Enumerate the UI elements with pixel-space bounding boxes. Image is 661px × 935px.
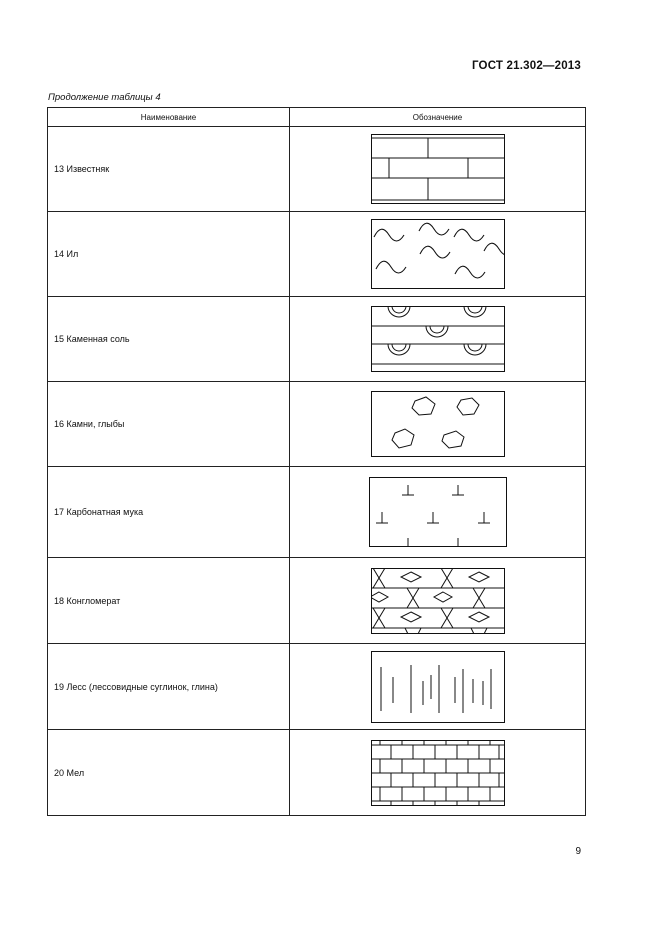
limestone-pattern-icon (371, 134, 505, 204)
row-symbol (290, 467, 586, 558)
table-header-row (48, 108, 586, 127)
table-row (48, 644, 586, 730)
table-row (48, 382, 586, 467)
standard-code: ГОСТ 21.302—2013 (471, 60, 581, 72)
row-name: 18 Конгломерат (48, 558, 290, 644)
row-symbol (290, 212, 586, 297)
loess-pattern-icon (371, 651, 505, 723)
table-row (48, 730, 586, 816)
carbonate-flour-pattern-icon (369, 477, 507, 547)
silt-pattern-icon (371, 219, 505, 289)
table-row (48, 127, 586, 212)
rock-salt-pattern-icon (371, 306, 505, 372)
row-name: 17 Карбонатная мука (48, 467, 290, 558)
conglomerate-pattern-icon (371, 568, 505, 634)
row-name: 14 Ил (48, 212, 290, 297)
row-symbol (290, 127, 586, 212)
row-name: 13 Известняк (48, 127, 290, 212)
column-header-name: Наименование (48, 108, 290, 127)
row-name: 15 Каменная соль (48, 297, 290, 382)
row-symbol (290, 730, 586, 816)
table-caption: Продолжение таблицы 4 (48, 92, 161, 103)
row-symbol (290, 644, 586, 730)
row-name: 16 Камни, глыбы (48, 382, 290, 467)
table-row (48, 297, 586, 382)
row-symbol (290, 297, 586, 382)
page-number: 9 (575, 846, 581, 857)
column-header-symbol: Обозначение (290, 108, 586, 127)
table-row (48, 558, 586, 644)
table-row (48, 467, 586, 558)
table-row (48, 212, 586, 297)
row-symbol (290, 558, 586, 644)
legend-table (47, 107, 586, 816)
row-name: 20 Мел (48, 730, 290, 816)
chalk-pattern-icon (371, 740, 505, 806)
stones-boulders-pattern-icon (371, 391, 505, 457)
row-symbol (290, 382, 586, 467)
row-name: 19 Лесс (лессовидные суглинок, глина) (48, 644, 290, 730)
